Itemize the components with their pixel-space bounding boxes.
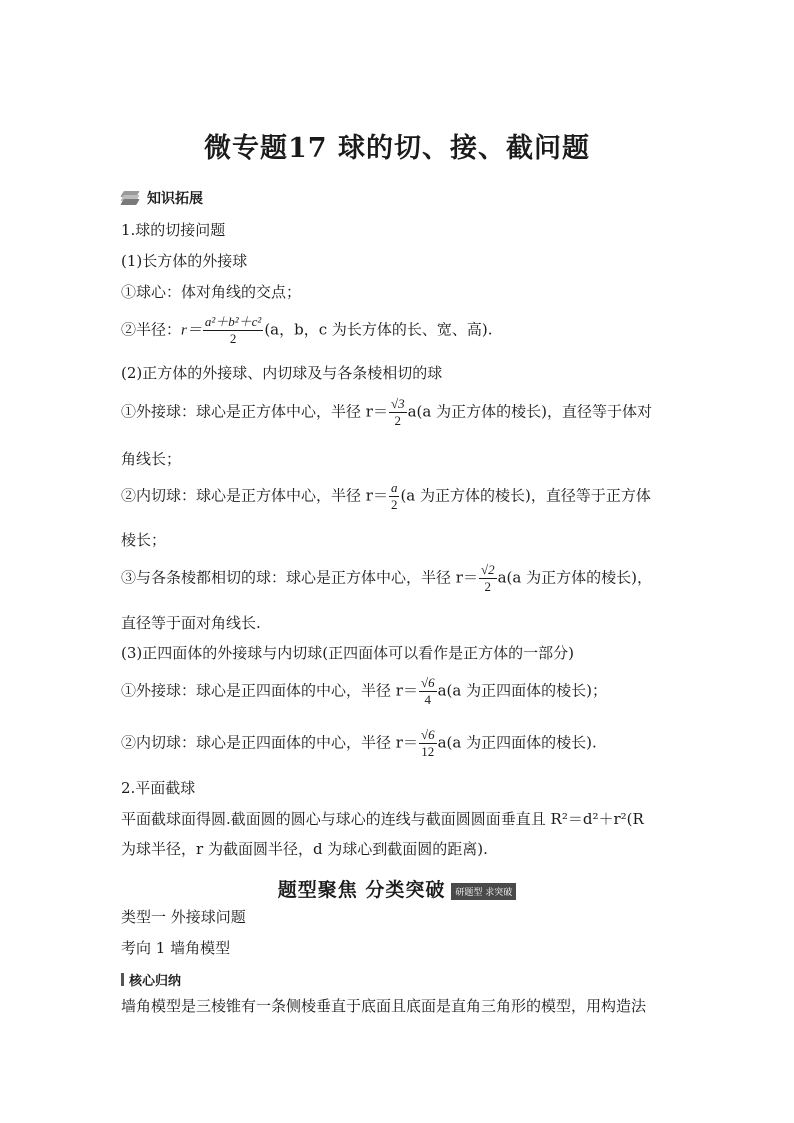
paragraph: 墙角模型是三棱锥有一条侧棱垂直于底面且底面是直角三角形的模型，用构造法 [121,997,647,1015]
paragraph: (1)长方体的外接球 [121,252,248,270]
text: ③与各条棱都相切的球：球心是正方体中心，半径 r＝ [121,568,478,587]
direction-heading: 考向 1 墙角模型 [121,939,231,957]
text: ①外接球：球心是正方体中心，半径 r＝ [121,402,388,421]
text: ②内切球：球心是正四面体的中心，半径 r＝ [121,733,418,752]
paragraph: ①球心：体对角线的交点； [121,283,302,301]
bar-icon [121,973,124,986]
text: ②内切球：球心是正方体中心，半径 r＝ [121,486,388,505]
numerator: √6 [420,675,435,690]
layers-icon [121,191,139,205]
fraction [389,480,400,513]
fraction [419,675,437,708]
formula-line [121,314,493,347]
paragraph: 1.球的切接问题 [121,221,226,239]
paragraph: 角线长； [121,450,182,468]
fraction [203,314,263,347]
text: r＝ [181,322,202,339]
fraction [479,562,497,595]
formula-line [121,675,607,708]
text: (a 为正方体的棱长)，直径等于正方体 [400,486,651,505]
text: (a，b，c 为长方体的长、宽、高). [264,320,493,339]
section-banner [0,875,794,902]
section-heading [121,188,203,208]
formula-line [121,562,652,595]
formula-line [121,396,652,429]
banner-tag: 研题型 求突破 [451,883,516,900]
paragraph: (3)正四面体的外接球与内切球(正四面体可以看作是正方体的一部分) [121,644,574,662]
denominator: 4 [424,692,432,707]
paragraph: 为球半径，r 为截面圆半径，d 为球心到截面圆的距离). [121,840,488,858]
paragraph: (2)正方体的外接球、内切球及与各条棱相切的球 [121,364,443,382]
formula-line [121,727,597,760]
text: a(a 为正方体的棱长)，直径等于体对 [407,402,652,421]
formula-line [121,480,651,513]
text: ②半径： [121,320,182,339]
denominator: 2 [229,331,237,346]
banner-title: 题型聚焦 分类突破 [277,879,446,901]
numerator: √2 [480,562,495,577]
numerator: a²＋b²＋c² [204,314,262,329]
paragraph: 棱长； [121,531,167,549]
paragraph: 2.平面截球 [121,779,196,797]
text: a(a 为正方体的棱长)， [497,568,652,587]
text: ①外接球：球心是正四面体的中心，半径 r＝ [121,681,418,700]
text: a(a 为正四面体的棱长)； [437,681,607,700]
denominator: 2 [484,579,492,594]
text: a(a 为正四面体的棱长). [437,733,597,752]
denominator: 2 [394,413,402,428]
denominator: 2 [390,497,398,512]
page-title: 微专题17 球的切、接、截问题 [204,133,590,164]
core-summary-heading [121,970,181,989]
numerator: a [390,480,398,495]
core-label: 核心归纳 [129,974,182,989]
denominator: 12 [421,744,435,759]
fraction [419,727,437,760]
paragraph: 直径等于面对角线长. [121,614,261,632]
section-label: 知识拓展 [147,191,203,207]
numerator: √6 [420,727,435,742]
numerator: √3 [390,396,405,411]
type-heading: 类型一 外接球问题 [121,908,246,926]
paragraph: 平面截球面得圆.截面圆的圆心与球心的连线与截面圆圆面垂直且 R²＝d²＋r²(R [121,810,644,828]
fraction [389,396,407,429]
